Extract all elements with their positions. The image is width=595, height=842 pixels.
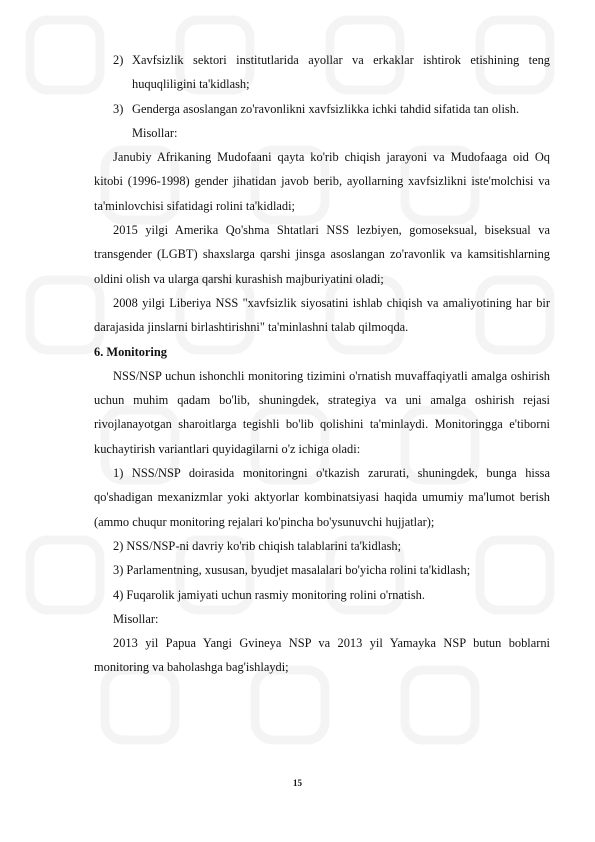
monitoring-item-3: 3) Parlamentning, xususan, byudjet masalalari bo'yicha rolini ta'kidlash; bbox=[113, 563, 471, 578]
list-item-text: Genderga asoslangan zo'ravonlikni xavfsizlikka ichki tahdid sifatida tan olish. bbox=[132, 101, 520, 116]
list-item-number: 3) bbox=[113, 101, 124, 116]
paragraph-monitoring-item-1: 1) NSS/NSP doirasida monitoringni o'tkazish zarurati, shuningdek, bunga hissa qo'shadigan mexanizmlar yoki aktyorlar kombinatsiyasi haqida umumiy ma'lumot berish (ammo chuqur monitoring rejalari ko'pincha bo'ysunuvchi hujjatlar); bbox=[94, 466, 550, 529]
section-heading bbox=[94, 340, 550, 364]
monitoring-item-4: 4) Fuqarolik jamiyati uchun rasmiy monitoring rolini o'rnatish. bbox=[113, 587, 425, 602]
list-item-text: Xavfsizlik sektori institutlarida ayollar va erkaklar ishtirok etishining teng huquqliligini ta'kidlash; bbox=[132, 53, 550, 92]
examples-label: Misollar: bbox=[132, 125, 178, 140]
monitoring-item-2: 2) NSS/NSP-ni davriy ko'rib chiqish talablarini ta'kidlash; bbox=[113, 538, 402, 553]
list-item bbox=[113, 48, 550, 97]
page-number: 15 bbox=[293, 778, 302, 788]
section-heading-text: 6. Monitoring bbox=[94, 344, 167, 359]
paragraph-png-jamaica: 2013 yil Papua Yangi Gvineya NSP va 2013 yil Yamayka NSP butun boblarni monitoring va baholashga bag'ishlaydi; bbox=[94, 636, 550, 675]
list-item-number: 2) bbox=[113, 53, 124, 67]
paragraph-liberia: 2008 yilgi Liberiya NSS "xavfsizlik siyosatini ishlab chiqish va amaliyotining har bir darajasida jinslarni birlashtirishni" ta'minlashni talab qilmoqda. bbox=[94, 295, 550, 335]
examples-label-2: Misollar: bbox=[113, 611, 159, 626]
paragraph-south-africa: Janubiy Afrikaning Mudofaani qayta ko'rib chiqish jarayoni va Mudofaaga oid Oq kitobi (1996-1998) gender jihatidan javob berib, ayollarning xavfsizlikni iste'molchisi va ta'minlovchisi sifatidagi rolini ta'kidladi; bbox=[94, 150, 550, 213]
list-item bbox=[113, 97, 550, 121]
document-page bbox=[94, 48, 550, 680]
paragraph-usa: 2015 yilgi Amerika Qo'shma Shtatlari NSS lezbiyen, gomoseksual, biseksual va transgender (LGBT) shaxslarga qarshi jinsga asoslangan zo'ravonlik va kamsitishlarning oldini olish va ularga qarshi kurashish majburiyatini oladi; bbox=[94, 223, 550, 286]
paragraph-monitoring-intro: NSS/NSP uchun ishonchli monitoring tizimini o'rnatish muvaffaqiyatli amalga oshirish uchun muhim qadam bo'lib, shuningdek, strategiya va uni amalga oshirish rejasi rivojlanayotgan sharoitlarga tegishli bo'lib qolishini ta'minlaydi. Monitoringga e'tiborni kuchaytirish variantlari quyidagilarni o'z ichiga oladi: bbox=[94, 368, 550, 456]
